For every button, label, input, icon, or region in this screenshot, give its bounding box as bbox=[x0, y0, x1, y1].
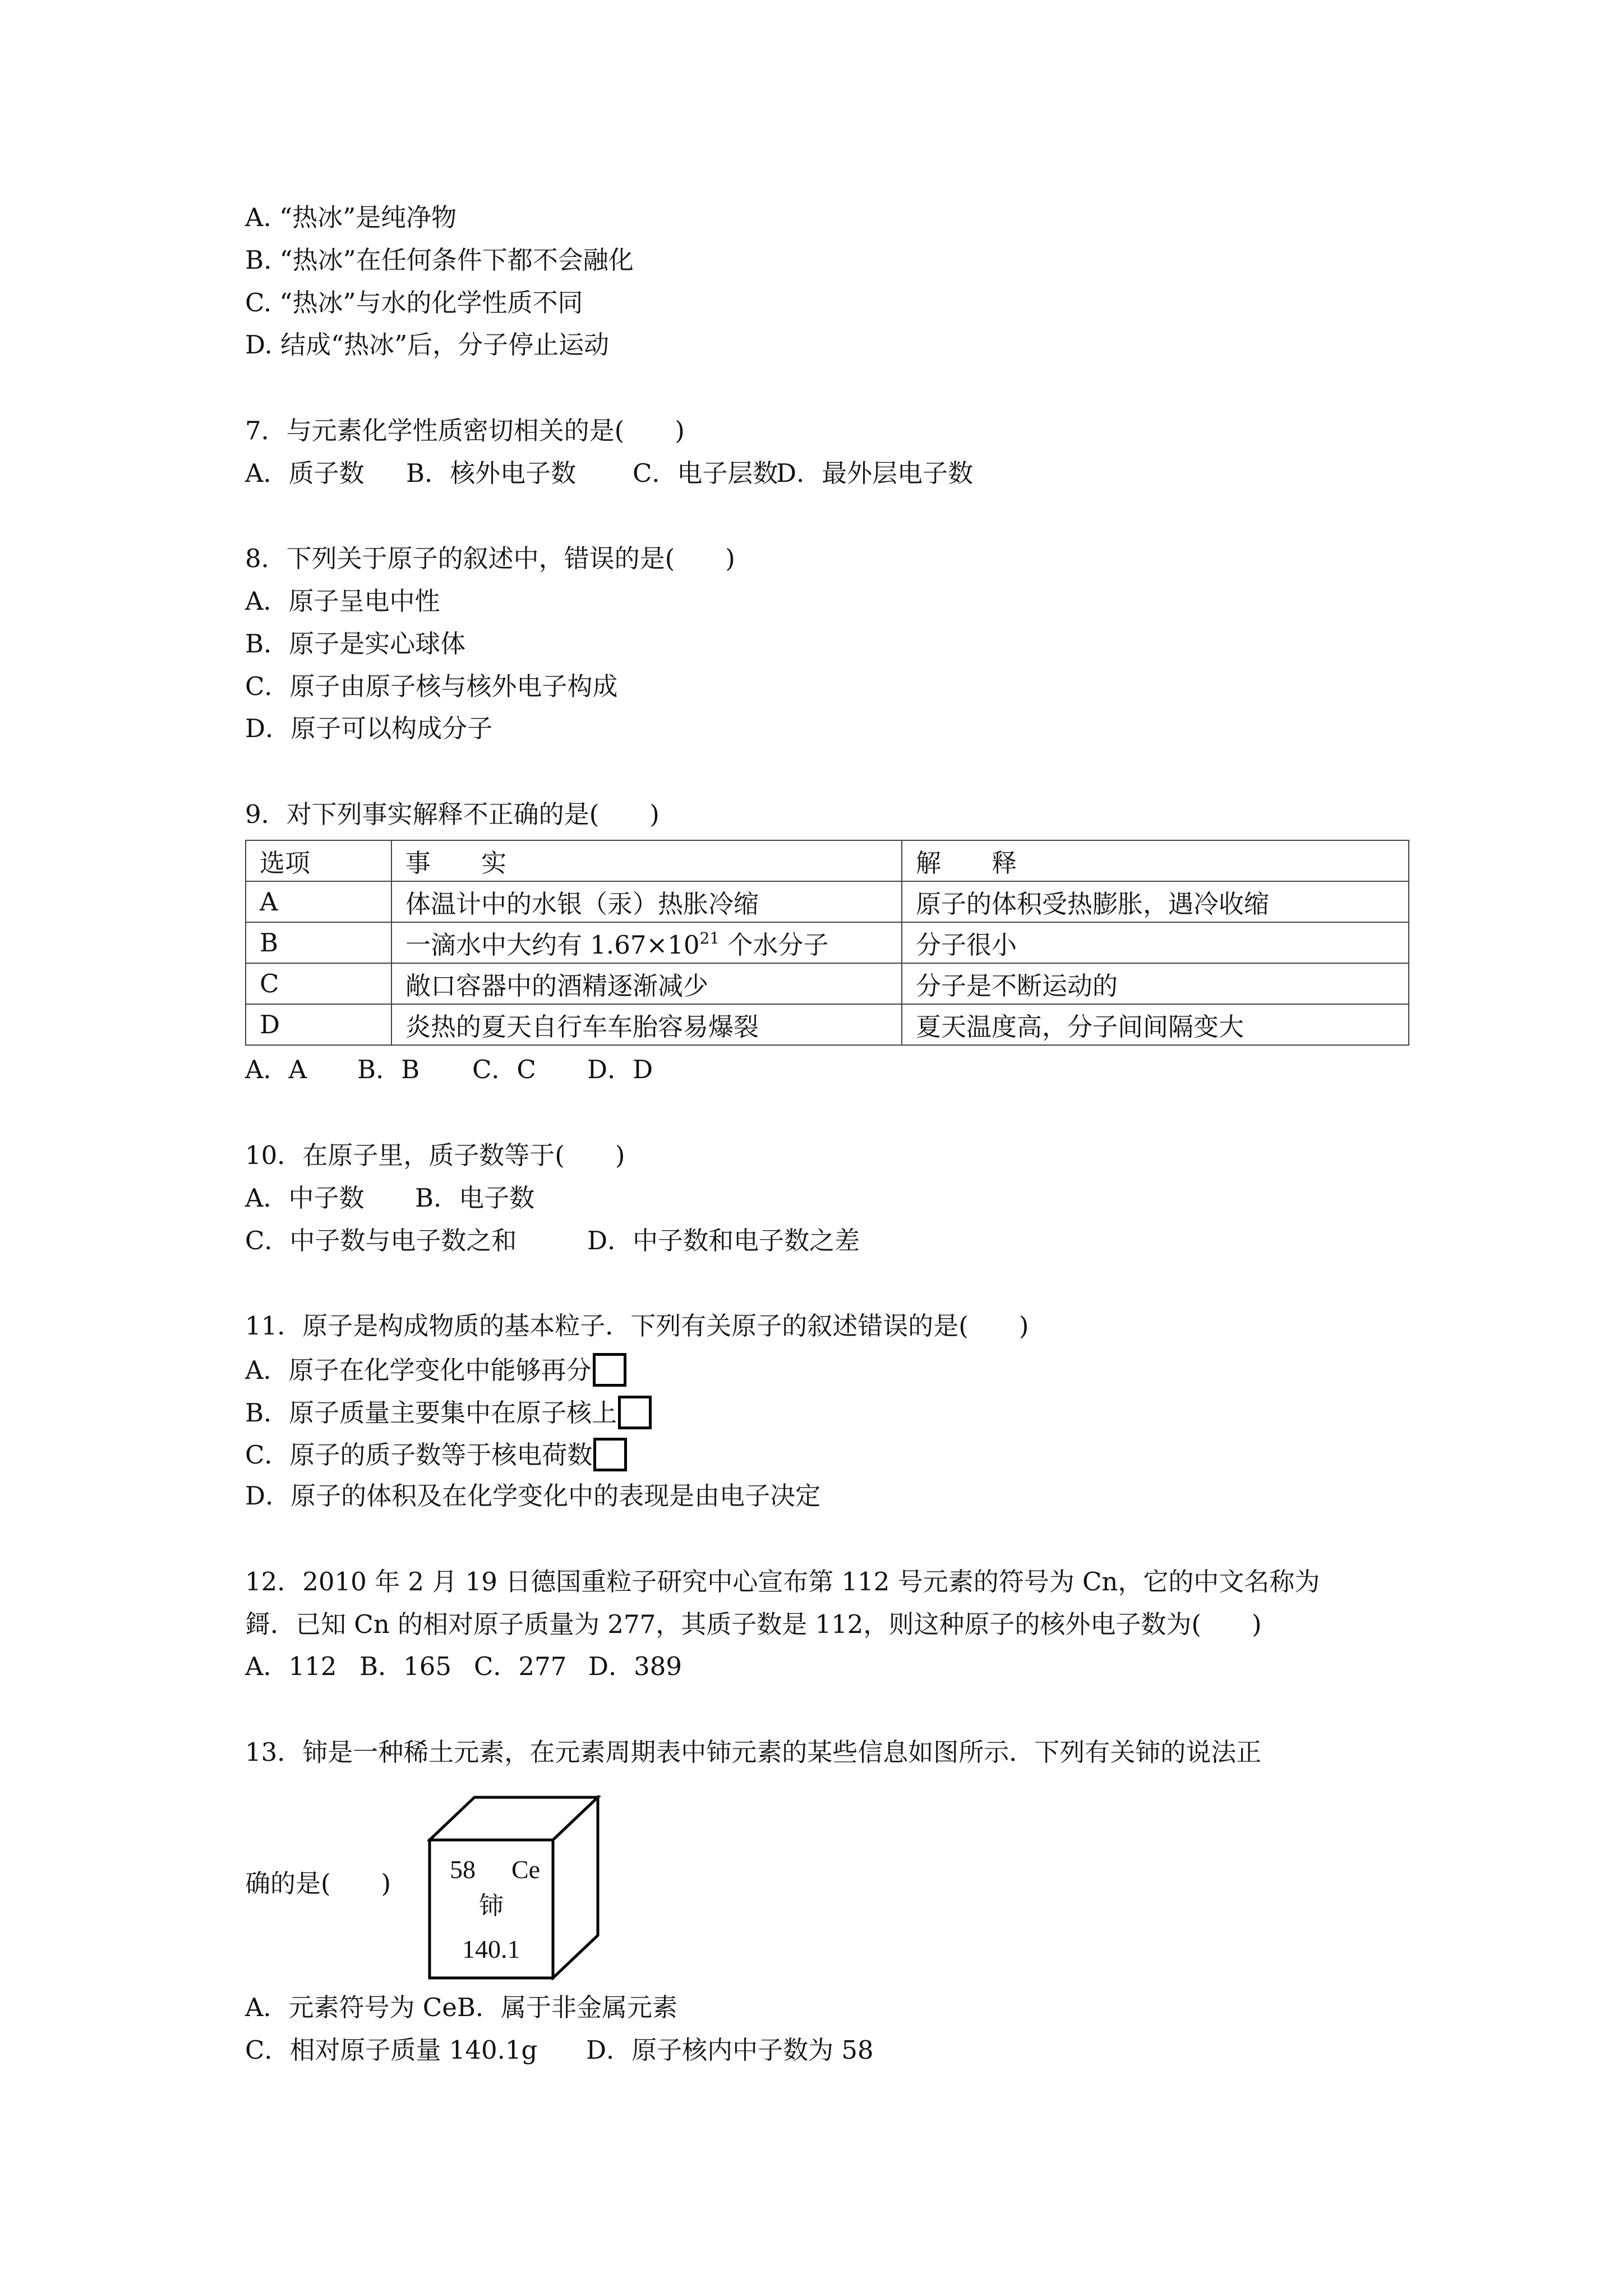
row-option: D bbox=[246, 1004, 391, 1045]
q9-option-c: C．C bbox=[472, 1055, 536, 1084]
q13-stem-line2: 确的是( ) bbox=[245, 1869, 391, 1898]
row-option: C bbox=[246, 963, 391, 1004]
q9-option-b: B．B bbox=[357, 1055, 420, 1084]
row-option: B bbox=[246, 922, 391, 963]
q12-option-c: C．277 bbox=[474, 1651, 567, 1681]
q10-options bbox=[245, 1182, 534, 1214]
header-option: 选项 bbox=[246, 840, 391, 881]
element-atomic-mass: 140.1 bbox=[462, 1935, 520, 1963]
q10-option-a: A．中子数 bbox=[245, 1183, 365, 1213]
q12-stem-line2: 鎶．已知 Cn 的相对原子质量为 277，其质子数是 112，则这种原子的核外电子数为( ) bbox=[245, 1609, 1262, 1639]
q13-options bbox=[245, 1992, 677, 2023]
q10-option-d: D．中子数和电子数之差 bbox=[587, 1226, 860, 1255]
q11-option-c-text: C．原子的质子数等于核电荷数 bbox=[245, 1440, 593, 1470]
q6-option-b: B. “热冰”在任何条件下都不会融化 bbox=[245, 245, 634, 275]
q13-options-2 bbox=[245, 2035, 874, 2066]
q11-option-b bbox=[245, 1396, 652, 1429]
fact-text-pre: 一滴水中大约有 1.67×10 bbox=[405, 930, 700, 960]
table-row bbox=[246, 963, 1409, 1004]
q7-option-b: B．核外电子数 bbox=[406, 458, 577, 488]
q13-option-c: C．相对原子质量 140.1g bbox=[245, 2035, 538, 2065]
header-fact: 事 实 bbox=[391, 840, 902, 881]
q13-option-a: A．元素符号为 Ce bbox=[245, 1993, 457, 2022]
q8-option-b: B．原子是实心球体 bbox=[245, 629, 466, 659]
header-explanation: 解 释 bbox=[902, 840, 1409, 881]
row-explanation: 分子是不断运动的 bbox=[902, 963, 1409, 1004]
table-row bbox=[246, 1004, 1409, 1045]
row-fact: 炎热的夏天自行车车胎容易爆裂 bbox=[391, 1004, 902, 1045]
q11-option-a bbox=[245, 1353, 626, 1387]
q7-option-a: A．质子数 bbox=[245, 458, 365, 488]
fact-exponent: 21 bbox=[699, 929, 720, 947]
fact-text-post: 个水分子 bbox=[720, 930, 829, 960]
q6-option-d: D. 结成“热冰”后，分子停止运动 bbox=[245, 330, 610, 360]
q11-option-a-text: A．原子在化学变化中能够再分 bbox=[245, 1355, 592, 1385]
table-row bbox=[246, 922, 1409, 963]
element-symbol: Ce bbox=[511, 1855, 541, 1884]
q9-option-a: A．A bbox=[245, 1055, 307, 1084]
q8-option-c: C．原子由原子核与核外电子构成 bbox=[245, 671, 618, 701]
table-header-row bbox=[246, 840, 1409, 881]
q8-stem: 8．下列关于原子的叙述中，错误的是( ) bbox=[245, 544, 735, 573]
q9-stem: 9．对下列事实解释不正确的是( ) bbox=[245, 799, 660, 829]
element-atomic-number: 58 bbox=[450, 1855, 476, 1884]
q10-option-c: C．中子数与电子数之和 bbox=[245, 1226, 517, 1255]
answer-box[interactable] bbox=[618, 1396, 652, 1429]
q10-options-2 bbox=[245, 1225, 860, 1257]
answer-box[interactable] bbox=[593, 1438, 627, 1471]
row-option: A bbox=[246, 881, 391, 922]
row-fact: 敞口容器中的酒精逐渐减少 bbox=[391, 963, 902, 1004]
q12-stem-line1: 12．2010 年 2 月 19 日德国重粒子研究中心宣布第 112 号元素的符号为 Cn，它的中文名称为 bbox=[245, 1567, 1320, 1596]
q9-facts-table bbox=[245, 840, 1409, 1046]
element-cube-figure bbox=[427, 1795, 601, 1980]
q11-option-b-text: B．原子质量主要集中在原子核上 bbox=[245, 1398, 617, 1428]
q13-option-b: B．属于非金属元素 bbox=[457, 1993, 677, 2022]
answer-box[interactable] bbox=[593, 1353, 626, 1387]
q11-option-c bbox=[245, 1438, 627, 1471]
q8-option-a: A．原子呈电中性 bbox=[245, 586, 440, 616]
q7-option-c: C．电子层数 bbox=[633, 458, 778, 488]
q9-options bbox=[245, 1054, 653, 1085]
q12-option-b: B．165 bbox=[359, 1651, 451, 1681]
q13-stem-line1: 13．铈是一种稀土元素，在元素周期表中铈元素的某些信息如图所示．下列有关铈的说法正 bbox=[245, 1737, 1262, 1767]
q12-option-a: A．112 bbox=[245, 1651, 337, 1681]
q11-stem: 11．原子是构成物质的基本粒子．下列有关原子的叙述错误的是( ) bbox=[245, 1311, 1029, 1341]
q7-option-d: D．最外层电子数 bbox=[776, 458, 974, 488]
row-explanation: 夏天温度高，分子间间隔变大 bbox=[902, 1004, 1409, 1045]
q10-option-b: B．电子数 bbox=[415, 1183, 535, 1213]
row-explanation: 分子很小 bbox=[902, 922, 1409, 963]
element-name: 铈 bbox=[479, 1892, 504, 1920]
row-explanation: 原子的体积受热膨胀，遇冷收缩 bbox=[902, 881, 1409, 922]
q10-stem: 10．在原子里，质子数等于( ) bbox=[245, 1140, 625, 1170]
row-fact bbox=[391, 922, 902, 963]
q7-stem: 7．与元素化学性质密切相关的是( ) bbox=[245, 416, 685, 445]
q12-options bbox=[245, 1651, 682, 1682]
q12-option-d: D．389 bbox=[588, 1651, 682, 1681]
q9-option-d: D．D bbox=[587, 1055, 653, 1084]
row-fact: 体温计中的水银（汞）热胀冷缩 bbox=[391, 881, 902, 922]
q6-option-a: A. “热冰”是纯净物 bbox=[245, 203, 457, 232]
q6-option-c: C. “热冰”与水的化学性质不同 bbox=[245, 288, 583, 318]
q8-option-d: D．原子可以构成分子 bbox=[245, 714, 493, 743]
q7-options bbox=[245, 458, 973, 489]
table-row bbox=[246, 881, 1409, 922]
q11-option-d: D．原子的体积及在化学变化中的表现是由电子决定 bbox=[245, 1481, 821, 1511]
q13-option-d: D．原子核内中子数为 58 bbox=[586, 2035, 874, 2065]
